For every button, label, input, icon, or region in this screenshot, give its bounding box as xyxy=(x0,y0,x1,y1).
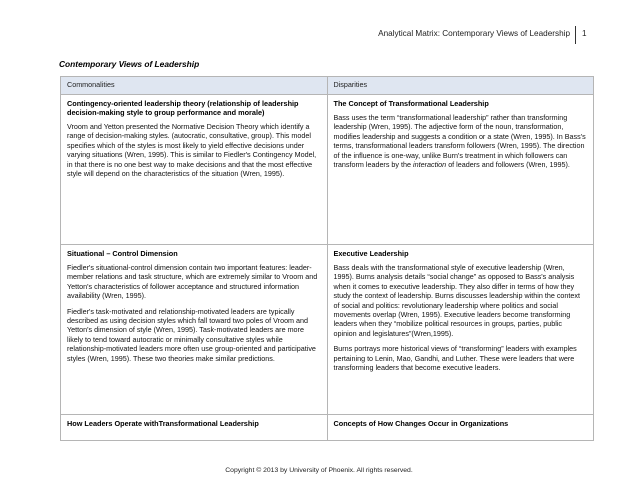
table-row xyxy=(61,415,594,441)
table-cell xyxy=(327,245,594,415)
column-header-disparities: Disparities xyxy=(327,77,594,95)
cell-heading: How Leaders Operate withTransformational Leadership xyxy=(67,419,259,428)
cell-paragraph xyxy=(334,113,588,169)
emphasized-text: interaction xyxy=(413,160,447,170)
cell-text: of leaders and followers (Wren, 1995). xyxy=(448,160,570,170)
table-row xyxy=(61,95,594,245)
copyright-footer: Copyright © 2013 by University of Phoenix. All rights reserved. xyxy=(225,467,413,474)
table-cell xyxy=(61,95,328,245)
cell-heading: Contingency-oriented leadership theory (relationship of leadership decision-making style to group performance and morale) xyxy=(67,99,299,117)
cell-paragraph: Fiedler's situational-control dimension contain two important features: leader-member relations and task structure, which are extremely similar to Vroom and Yetton's characteristics of follower acceptance and structured information availability (Wren, 1995). xyxy=(67,263,318,301)
cell-heading: Concepts of How Changes Occur in Organizations xyxy=(333,419,509,428)
cell-heading: Situational – Control Dimension xyxy=(67,249,178,258)
cell-paragraph: Fiedler's task-motivated and relationship-motivated leaders are typically described as using decision styles which fall toward two poles of Vroom and Yetton's dimension of style (Wren, 1995). Task-motivated leaders are more likely to tend toward autocratic or minimally consultative styles while relationship-motivated leaders more often use group-oriented and participative styles (Wren, 1995). These two theories make similar predictions. xyxy=(67,306,316,363)
document-title: Contemporary Views of Leadership xyxy=(59,59,200,69)
cell-paragraph: Burns portrays more historical views of “transforming” leaders with examples pertaining to Lenin, Mao, Gandhi, and Luther. These were leaders that were transforming leaders that become executive leaders. xyxy=(333,344,577,373)
table-cell xyxy=(327,95,594,245)
table-cell xyxy=(61,245,328,415)
analytical-matrix-table xyxy=(60,76,594,441)
running-header-title: Analytical Matrix: Contemporary Views of Leadership xyxy=(378,29,570,38)
table-header-row xyxy=(61,77,594,95)
cell-heading: The Concept of Transformational Leadership xyxy=(333,99,489,108)
column-header-commonalities: Commonalities xyxy=(61,77,328,95)
cell-heading: Executive Leadership xyxy=(333,249,409,258)
table-cell xyxy=(327,415,594,441)
cell-paragraph: Bass deals with the transformational style of executive leadership (Wren, 1995). Burns analysis details “social change” as opposed to Bass's analysis when it comes to executive leadership. They also differ in terms of how they study the context of leadership. Burns discusses leadership within the context of social and politics: revolutionary leadership where politics and social movements overlap (Wren, 1995). Executive leaders become transforming leaders when they “mobilize political resources in groups, parties, public opinion and legislatures”(Wren,1995). xyxy=(333,263,581,338)
table-row xyxy=(61,245,594,415)
header-divider xyxy=(575,26,576,44)
cell-text: Bass uses the term “transformational leadership” rather than transforming leadership (Wren, 1995). The adjective form of the noun, transformation, modifies leadership and suggests a condition or a state (Wren, 1995). In Bass’s terms, transformational leaders transform followers (Wren, 1995). The direction of the influence is one-way, unlike Burn's treatment in which followers can transform leaders by the xyxy=(333,113,586,170)
page-number: 1 xyxy=(582,29,587,38)
table-cell xyxy=(61,415,328,441)
cell-paragraph: Vroom and Yetton presented the Normative Decision Theory which identify a range of decision-making styles. (autocratic, consultative, group). This model specifies which of the styles is most likely to yield effective decisions under varying situations (Wren, 1995). This is similar to Fiedler's Contingency Model, in that there is no one best way to make decisions and that the most effective style will depend on the characteristics of the situation (Wren, 1995). xyxy=(67,122,317,179)
